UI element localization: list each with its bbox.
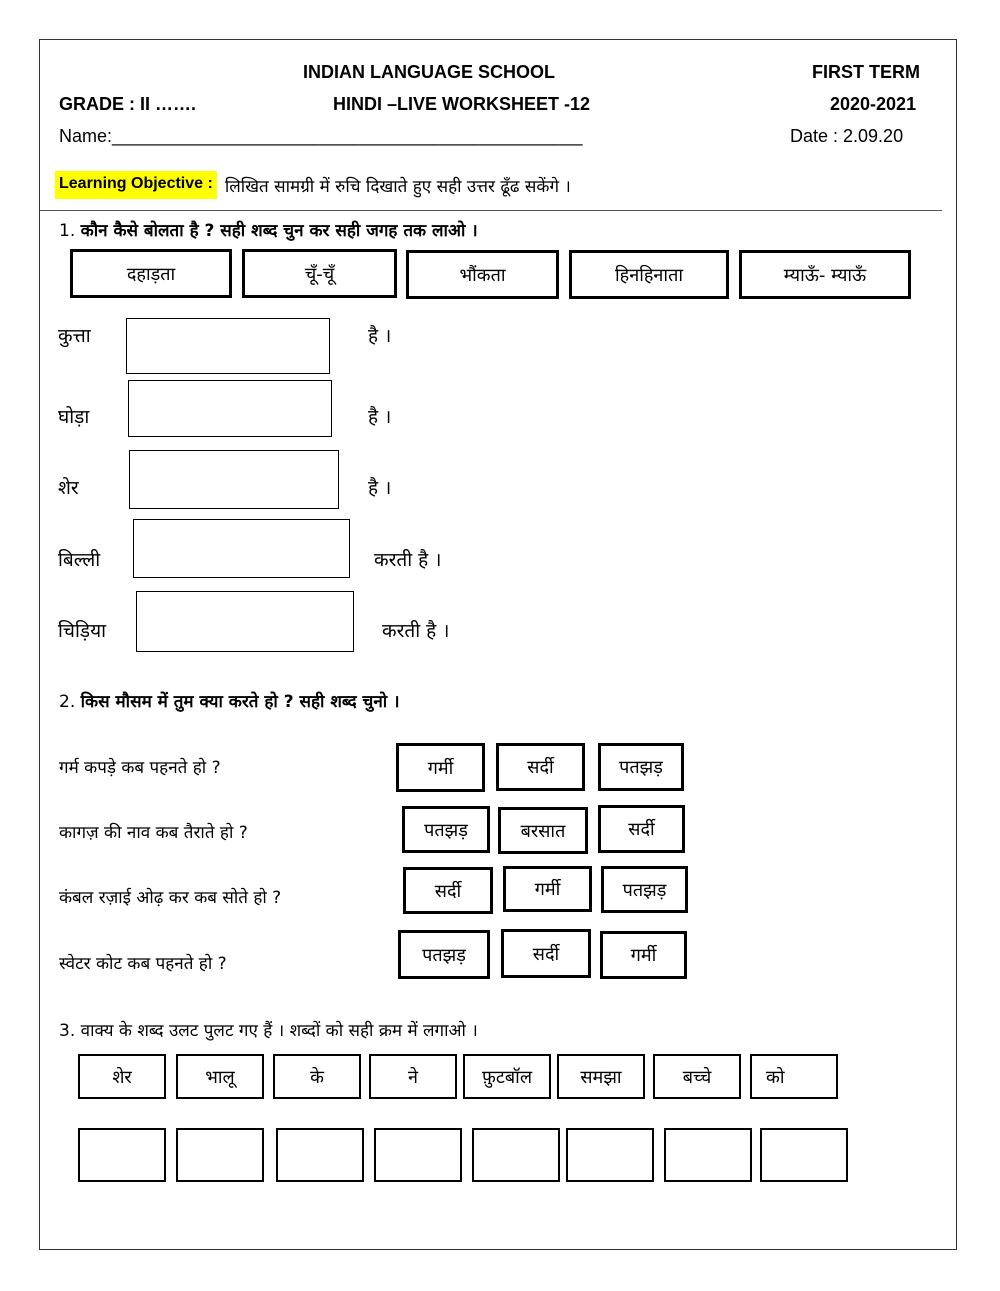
q3-word-ne[interactable]: ने [369,1054,457,1099]
q3-word-bhalu[interactable]: भालू [176,1054,264,1099]
worksheet-title: HINDI –LIVE WORKSHEET -12 [333,94,591,114]
q2-heading [59,689,400,712]
q2-question-1: गर्म कपड़े कब पहनते हो ? [59,758,221,778]
q3-answer-slot-2[interactable] [176,1128,264,1182]
q2-q3-option-2[interactable]: गर्मी [503,866,592,912]
q1-option-bhaunkta[interactable]: भौंकता [406,250,559,299]
q1-dropzone-dog[interactable] [126,318,330,374]
q1-animal-horse: घोड़ा [58,406,90,428]
academic-year: 2020-2021 [830,94,917,114]
q1-number: 1. [59,221,76,241]
name-field[interactable]: Name:_______________________________________________ [59,126,583,146]
q1-suffix-dog: है । [368,325,392,347]
q1-animal-lion: शेर [58,477,79,499]
q2-q3-option-1[interactable]: सर्दी [403,867,493,914]
q2-q2-option-2[interactable]: बरसात [498,807,588,854]
q3-answer-slot-7[interactable] [664,1128,752,1182]
q2-q2-option-1[interactable]: पतझड़ [402,806,490,853]
q3-answer-slot-1[interactable] [78,1128,166,1182]
q3-word-bachche[interactable]: बच्चे [653,1054,741,1099]
q1-suffix-bird: करती है । [382,620,450,642]
q2-q4-option-3[interactable]: गर्मी [600,931,687,979]
q2-question-4: स्वेटर कोट कब पहनते हो ? [59,954,227,974]
q1-suffix-cat: करती है । [374,549,442,571]
divider [40,210,942,211]
objective-text: लिखित सामग्री में रुचि दिखाते हुए सही उत्तर ढूँढ सकेंगे । [224,176,571,197]
learning-objective [55,171,571,199]
q3-word-sher[interactable]: शेर [78,1054,166,1099]
q3-word-ke[interactable]: के [273,1054,361,1099]
q1-dropzone-cat[interactable] [133,519,350,578]
q2-q1-option-2[interactable]: सर्दी [496,743,585,791]
q2-q1-option-3[interactable]: पतझड़ [598,743,684,791]
q2-title: किस मौसम में तुम क्या करते हो ? सही शब्द चुनो । [80,692,400,712]
q1-suffix-lion: है । [368,477,392,499]
q3-answer-slot-5[interactable] [472,1128,560,1182]
q1-option-myaun[interactable]: म्याऊँ- म्याऊँ [739,250,911,299]
q3-word-ko[interactable]: को [750,1054,838,1099]
q3-answer-slot-8[interactable] [760,1128,848,1182]
q2-q4-option-2[interactable]: सर्दी [501,929,591,978]
q1-title: कौन कैसे बोलता है ? सही शब्द चुन कर सही जगह तक लाओ । [80,221,478,241]
school-name: INDIAN LANGUAGE SCHOOL [303,62,555,82]
q2-q4-option-1[interactable]: पतझड़ [398,930,490,979]
q1-dropzone-horse[interactable] [128,380,332,437]
q1-option-hinhinata[interactable]: हिनहिनाता [569,250,729,299]
q1-heading [59,218,478,241]
q1-animal-bird: चिड़िया [58,620,107,642]
q3-word-football[interactable]: फ़ुटबॉल [463,1054,551,1099]
q1-animal-dog: कुत्ता [58,325,91,347]
q2-question-3: कंबल रज़ाई ओढ़ कर कब सोते हो ? [59,888,282,908]
q2-q3-option-3[interactable]: पतझड़ [601,866,688,913]
q2-number: 2. [59,692,76,712]
grade-label: GRADE : II ……. [59,94,197,114]
q3-title: वाक्य के शब्द उलट पुलट गए हैं । शब्दों को सही क्रम में लगाओ । [80,1021,478,1041]
q3-answer-slot-6[interactable] [566,1128,654,1182]
q1-animal-cat: बिल्ली [58,549,101,571]
q3-answer-slot-4[interactable] [374,1128,462,1182]
q3-number: 3. [59,1021,76,1041]
term-label: FIRST TERM [812,62,920,82]
q2-question-2: कागज़ की नाव कब तैराते हो ? [59,823,248,843]
q1-suffix-horse: है । [368,406,392,428]
objective-label: Learning Objective : [55,171,217,199]
q1-dropzone-lion[interactable] [129,450,339,509]
q1-option-choon-choon[interactable]: चूँ-चूँ [242,249,397,298]
date-label: Date : 2.09.20 [790,126,904,146]
q3-word-samjha[interactable]: समझा [557,1054,645,1099]
q1-option-dahadta[interactable]: दहाड़ता [70,249,232,298]
q1-dropzone-bird[interactable] [136,591,354,652]
q2-q2-option-3[interactable]: सर्दी [598,805,685,853]
q3-heading [59,1018,478,1041]
q3-answer-slot-3[interactable] [276,1128,364,1182]
q2-q1-option-1[interactable]: गर्मी [396,743,485,792]
